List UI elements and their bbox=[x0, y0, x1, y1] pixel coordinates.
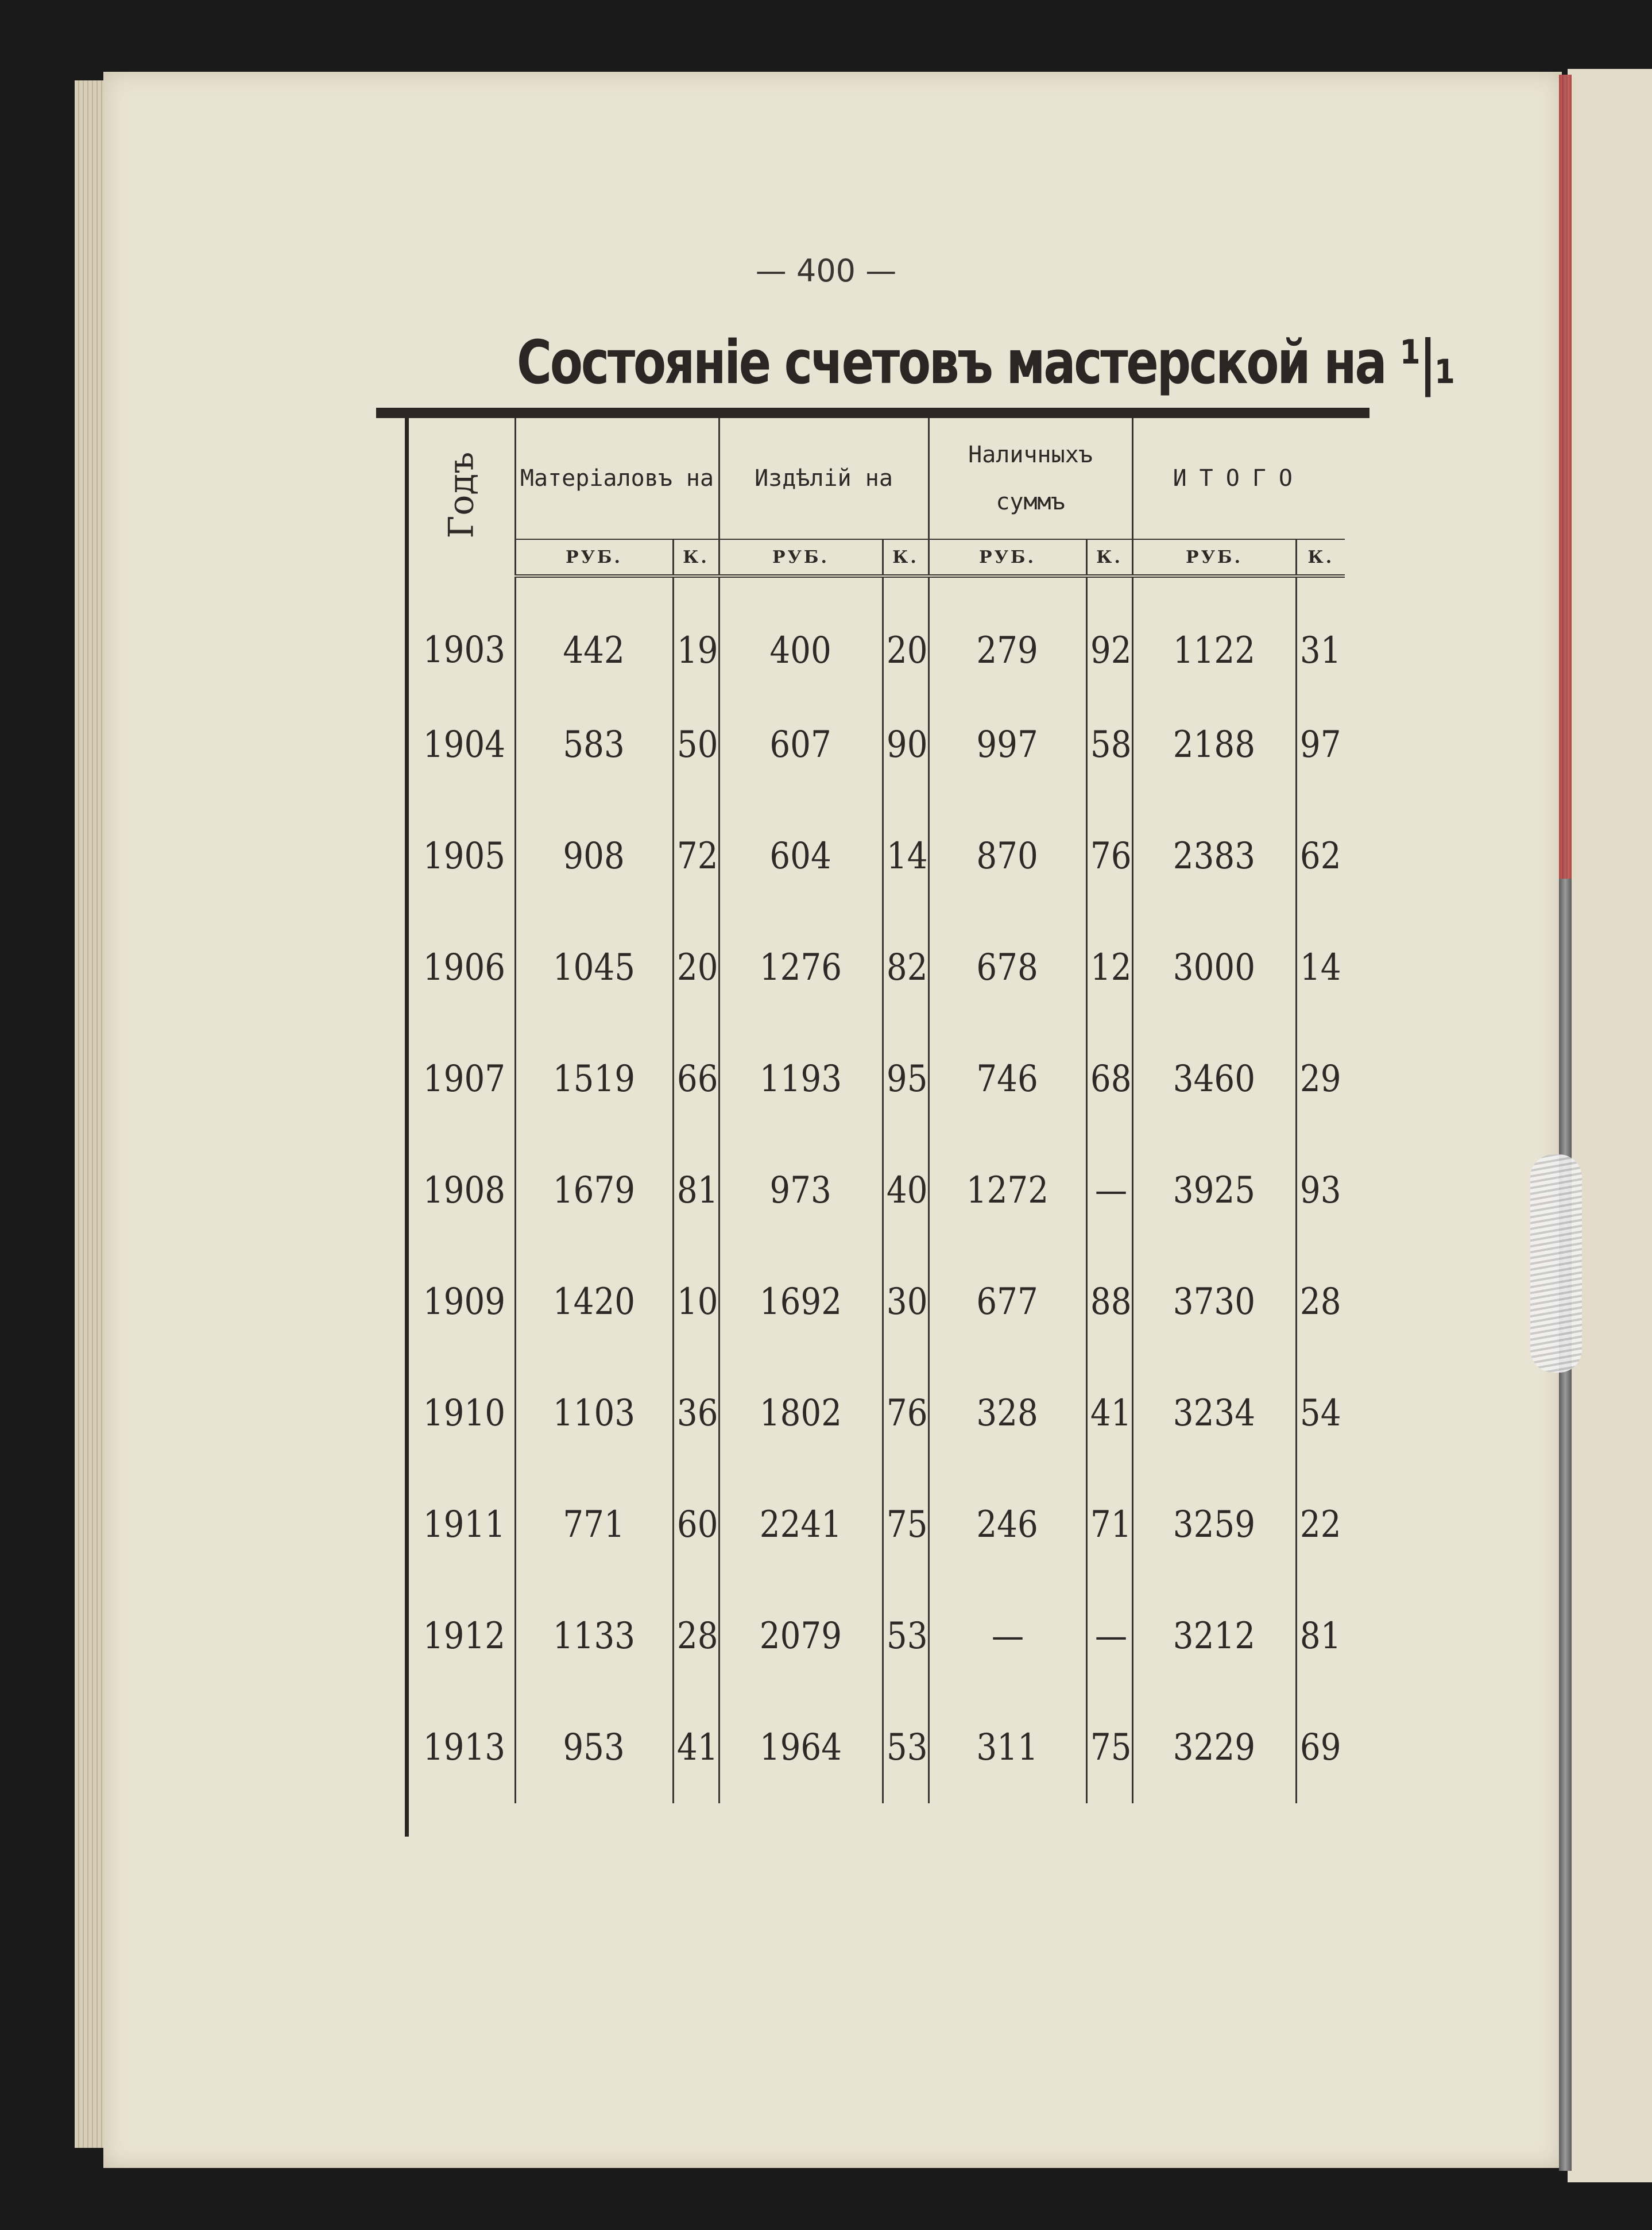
cell-total-kop: 31 bbox=[1299, 629, 1341, 672]
cell-products-rub: 604 bbox=[719, 801, 883, 912]
cell-products-rub: 607 bbox=[719, 689, 883, 801]
cell-products-kop: 90 bbox=[883, 689, 928, 801]
cell-year: 1910 bbox=[409, 1358, 515, 1469]
cell-total-rub: 3730 bbox=[1132, 1246, 1296, 1358]
cell-year: 1911 bbox=[409, 1469, 515, 1580]
table-header-row bbox=[409, 418, 1345, 539]
cell-total-kop: 14 bbox=[1299, 946, 1341, 989]
binding-thread bbox=[1530, 1154, 1582, 1373]
cell-materials-rub: 771 bbox=[515, 1469, 673, 1580]
cell-products-rub: 1964 bbox=[719, 1692, 883, 1803]
cell-cash-kop: — bbox=[1086, 1135, 1132, 1246]
cell-total-rub: 3229 bbox=[1132, 1692, 1296, 1803]
cell-year: 1905 bbox=[409, 801, 515, 912]
cell-products-kop: 20 bbox=[883, 576, 928, 689]
cell-total-rub: 3925 bbox=[1132, 1135, 1296, 1246]
table-subheader-row bbox=[409, 539, 1345, 576]
subheader-kop: К. bbox=[1086, 539, 1132, 576]
subheader-kop: К. bbox=[1296, 539, 1345, 576]
cell-products-kop: 76 bbox=[883, 1358, 928, 1469]
cell-total-kop: 29 bbox=[1299, 1058, 1341, 1100]
cell-cash-kop: 58 bbox=[1086, 689, 1132, 801]
cell-products-rub: 1692 bbox=[719, 1246, 883, 1358]
cell-cash-rub: 678 bbox=[928, 912, 1086, 1023]
subheader-rub: РУБ. bbox=[719, 539, 883, 576]
cell-products-rub: 400 bbox=[719, 576, 883, 689]
cell-total-kop: 28 bbox=[1299, 1281, 1341, 1323]
cell-total-kop: 69 bbox=[1299, 1726, 1341, 1769]
subheader-kop: К. bbox=[883, 539, 928, 576]
cell-cash-kop: 41 bbox=[1086, 1358, 1132, 1469]
cell-total-kop: 93 bbox=[1299, 1169, 1341, 1212]
cell-cash-kop: 75 bbox=[1086, 1692, 1132, 1803]
table-row bbox=[409, 1135, 1345, 1246]
cell-cash-rub: 1272 bbox=[928, 1135, 1086, 1246]
cell-cash-rub: 870 bbox=[928, 801, 1086, 912]
cell-cash-kop: 12 bbox=[1086, 912, 1132, 1023]
cell-total-kop: 22 bbox=[1299, 1504, 1341, 1546]
cell-cash-kop: 92 bbox=[1086, 576, 1132, 689]
cell-year: 1913 bbox=[409, 1692, 515, 1803]
cell-materials-rub: 1420 bbox=[515, 1246, 673, 1358]
header-products: Издѣлій на bbox=[719, 418, 928, 539]
accounts-table-container bbox=[405, 418, 1345, 1837]
cell-year: 1907 bbox=[409, 1023, 515, 1135]
cell-materials-rub: 1103 bbox=[515, 1358, 673, 1469]
cell-materials-rub: 953 bbox=[515, 1692, 673, 1803]
subheader-kop: К. bbox=[673, 539, 719, 576]
header-cash: Наличныхъ суммъ bbox=[928, 418, 1132, 539]
accounts-table bbox=[409, 418, 1345, 1803]
cell-cash-kop: 88 bbox=[1086, 1246, 1132, 1358]
subheader-rub: РУБ. bbox=[928, 539, 1086, 576]
cell-materials-rub: 583 bbox=[515, 689, 673, 801]
cell-materials-kop: 20 bbox=[673, 912, 719, 1023]
table-row bbox=[409, 1246, 1345, 1358]
cell-materials-kop: 19 bbox=[673, 576, 719, 689]
cell-total-kop: 81 bbox=[1299, 1615, 1341, 1657]
table-row bbox=[409, 1692, 1345, 1803]
cell-total-rub: 3000 bbox=[1132, 912, 1296, 1023]
cell-materials-kop: 36 bbox=[673, 1358, 719, 1469]
table-row bbox=[409, 689, 1345, 801]
cell-materials-kop: 50 bbox=[673, 689, 719, 801]
cell-cash-rub: 279 bbox=[928, 576, 1086, 689]
cell-year: 1903 bbox=[409, 576, 515, 689]
cell-cash-rub: 311 bbox=[928, 1692, 1086, 1803]
header-year: Годъ bbox=[409, 418, 515, 576]
cell-cash-kop: — bbox=[1086, 1580, 1132, 1692]
cell-total-rub: 3460 bbox=[1132, 1023, 1296, 1135]
cell-materials-rub: 908 bbox=[515, 801, 673, 912]
header-materials: Матеріаловъ на bbox=[515, 418, 719, 539]
cell-materials-rub: 442 bbox=[515, 576, 673, 689]
cell-products-kop: 82 bbox=[883, 912, 928, 1023]
cell-products-kop: 53 bbox=[883, 1580, 928, 1692]
subheader-rub: РУБ. bbox=[1132, 539, 1296, 576]
cell-year: 1904 bbox=[409, 689, 515, 801]
cell-products-rub: 1802 bbox=[719, 1358, 883, 1469]
cell-total-kop: 54 bbox=[1299, 1392, 1341, 1435]
cell-materials-kop: 66 bbox=[673, 1023, 719, 1135]
table-row bbox=[409, 576, 1345, 689]
cell-materials-rub: 1679 bbox=[515, 1135, 673, 1246]
cell-cash-rub: 997 bbox=[928, 689, 1086, 801]
cell-total-rub: 3234 bbox=[1132, 1358, 1296, 1469]
cell-cash-kop: 76 bbox=[1086, 801, 1132, 912]
cell-year: 1912 bbox=[409, 1580, 515, 1692]
table-row bbox=[409, 801, 1345, 912]
cell-cash-rub: 246 bbox=[928, 1469, 1086, 1580]
cell-materials-rub: 1133 bbox=[515, 1580, 673, 1692]
cell-cash-rub: 328 bbox=[928, 1358, 1086, 1469]
cell-materials-kop: 72 bbox=[673, 801, 719, 912]
cell-total-kop: 97 bbox=[1299, 724, 1341, 766]
cell-total-rub: 3212 bbox=[1132, 1580, 1296, 1692]
cell-products-kop: 40 bbox=[883, 1135, 928, 1246]
cell-total-rub: 2188 bbox=[1132, 689, 1296, 801]
cell-cash-rub: — bbox=[928, 1580, 1086, 1692]
header-total: ИТОГО bbox=[1173, 465, 1305, 492]
spine-binding-lower bbox=[1559, 879, 1572, 2171]
cell-total-rub: 2383 bbox=[1132, 801, 1296, 912]
cell-cash-kop: 68 bbox=[1086, 1023, 1132, 1135]
cell-cash-rub: 677 bbox=[928, 1246, 1086, 1358]
table-row bbox=[409, 1580, 1345, 1692]
cell-products-rub: 1193 bbox=[719, 1023, 883, 1135]
cell-materials-rub: 1045 bbox=[515, 912, 673, 1023]
cell-products-rub: 973 bbox=[719, 1135, 883, 1246]
cell-materials-kop: 41 bbox=[673, 1692, 719, 1803]
cell-year: 1906 bbox=[409, 912, 515, 1023]
subheader-rub: РУБ. bbox=[515, 539, 673, 576]
cell-year: 1909 bbox=[409, 1246, 515, 1358]
cell-total-rub: 1122 bbox=[1132, 576, 1296, 689]
cell-products-rub: 2079 bbox=[719, 1580, 883, 1692]
cell-products-rub: 1276 bbox=[719, 912, 883, 1023]
cell-materials-rub: 1519 bbox=[515, 1023, 673, 1135]
cell-materials-kop: 28 bbox=[673, 1580, 719, 1692]
cell-cash-rub: 746 bbox=[928, 1023, 1086, 1135]
cell-products-kop: 53 bbox=[883, 1692, 928, 1803]
cell-products-rub: 2241 bbox=[719, 1469, 883, 1580]
table-title: Состояніе счетовъ мастерской на ¹|₁ bbox=[517, 327, 1454, 397]
table-row bbox=[409, 1358, 1345, 1469]
cell-products-kop: 30 bbox=[883, 1246, 928, 1358]
title-rule bbox=[376, 408, 1369, 418]
cell-materials-kop: 10 bbox=[673, 1246, 719, 1358]
table-row bbox=[409, 1469, 1345, 1580]
cell-materials-kop: 81 bbox=[673, 1135, 719, 1246]
cell-materials-kop: 60 bbox=[673, 1469, 719, 1580]
cell-year: 1908 bbox=[409, 1135, 515, 1246]
cell-products-kop: 95 bbox=[883, 1023, 928, 1135]
spine-binding bbox=[1559, 75, 1572, 879]
table-row bbox=[409, 1023, 1345, 1135]
cell-total-rub: 3259 bbox=[1132, 1469, 1296, 1580]
cell-products-kop: 75 bbox=[883, 1469, 928, 1580]
page-number: — 400 — bbox=[755, 253, 897, 289]
cell-total-kop: 62 bbox=[1299, 835, 1341, 878]
cell-cash-kop: 71 bbox=[1086, 1469, 1132, 1580]
table-row bbox=[409, 912, 1345, 1023]
facing-page-edge bbox=[1568, 69, 1652, 2182]
cell-products-kop: 14 bbox=[883, 801, 928, 912]
